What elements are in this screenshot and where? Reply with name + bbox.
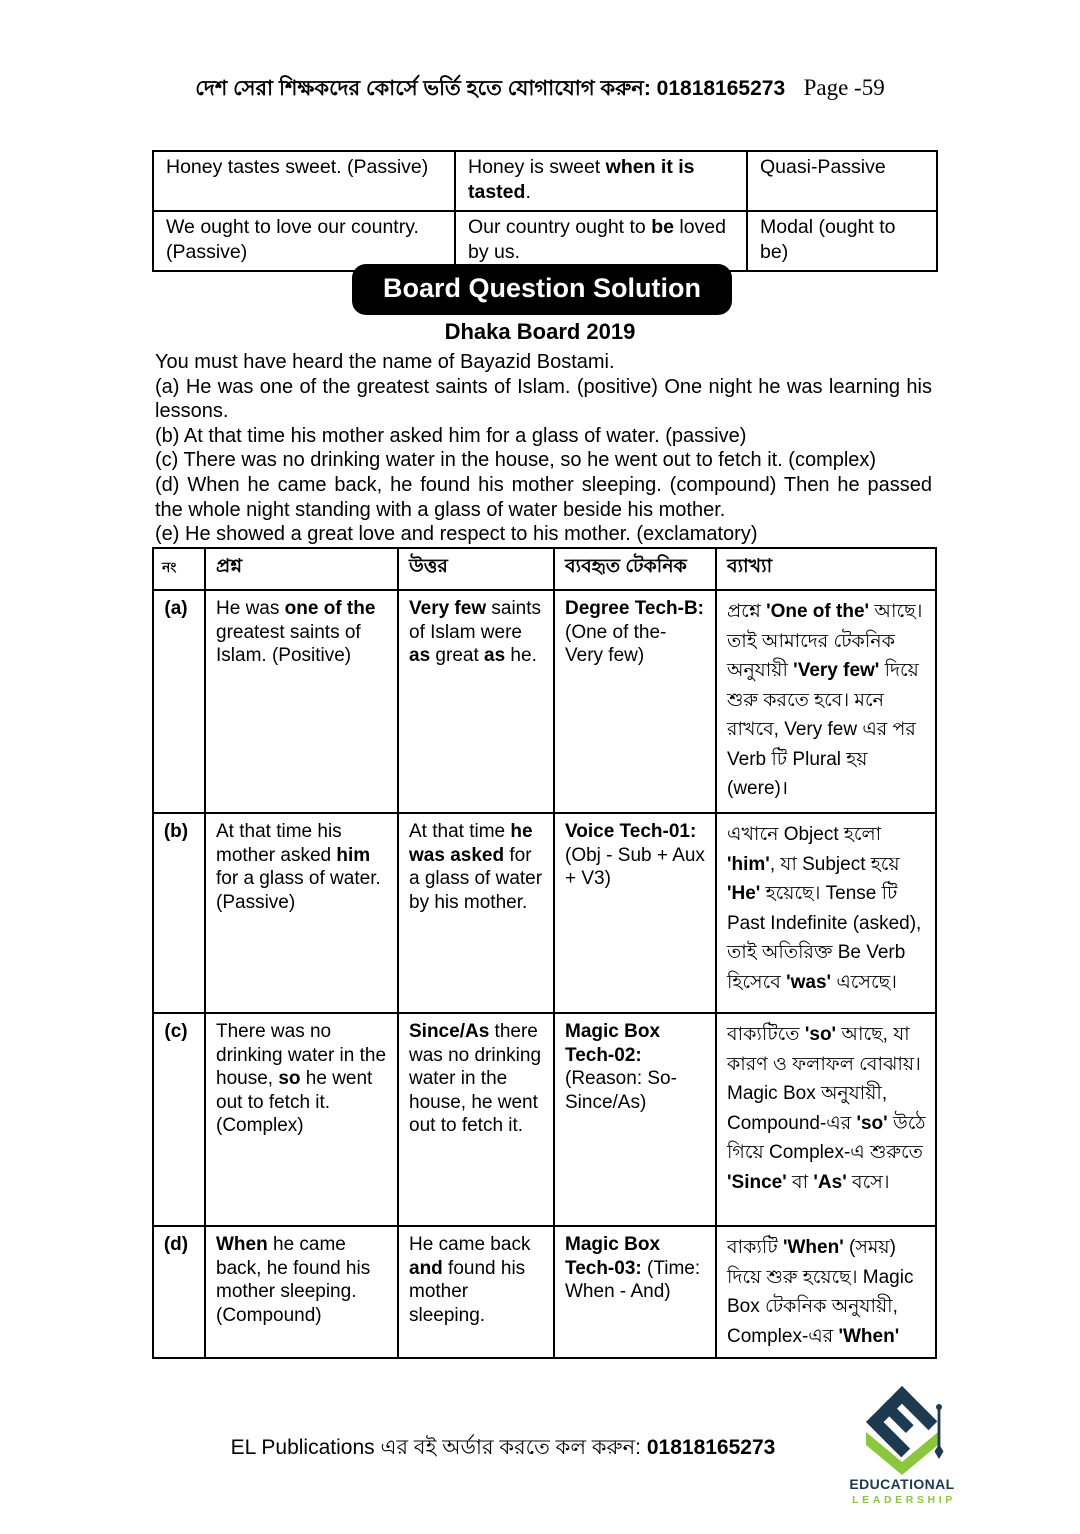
column-header-answer: উত্তর <box>398 548 554 590</box>
explanation-cell: বাক্যটি 'When' (সময়) দিয়ে শুরু হয়েছে। Magic Box টেকনিক অনুযায়ী, Complex-এর 'When' <box>716 1226 936 1358</box>
header-contact-text: দেশ সেরা শিক্ষকদের কোর্সে ভর্তি হতে যোগাযোগ করুন: 01818165273 <box>195 77 786 100</box>
passive-example-cell: Honey tastes sweet. (Passive) <box>153 151 455 211</box>
table-row <box>153 590 936 813</box>
passive-example-cell: We ought to love our country. (Passive) <box>153 211 455 271</box>
footer-order-text: EL Publications এর বই অর্ডার করতে কল করুন: 01818165273 <box>230 1436 776 1459</box>
passage-line: (d) When he came back, he found his mother sleeping. (compound) Then he passed the whole night standing with a glass of water beside his mother. <box>155 473 932 521</box>
answer-cell: At that time he was asked for a glass of water by his mother. <box>398 813 554 1013</box>
el-publications-logo <box>840 1380 964 1508</box>
technique-cell: Magic Box Tech-03: (Time: When - And) <box>554 1226 716 1358</box>
passage-line: (c) There was no drinking water in the house, so he went out to fetch it. (complex) <box>155 449 877 472</box>
passage-line: (b) At that time his mother asked him for a glass of water. (passive) <box>155 424 747 447</box>
column-header-technique: ব্যবহৃত টেকনিক <box>554 548 716 590</box>
table-row <box>153 1013 936 1226</box>
solution-table-header-row <box>153 548 936 590</box>
passage-line: (e) He showed a great love and respect to his mother. (exclamatory) <box>155 523 758 546</box>
passage-line: (a) He was one of the greatest saints of Islam. (positive) One night he was learning his lessons. <box>155 375 932 423</box>
page-number: Page -59 <box>803 75 885 100</box>
answer-cell: He came back and found his mother sleeping. <box>398 1226 554 1358</box>
technique-cell: Magic Box Tech-02: (Reason: So- Since/As) <box>554 1013 716 1226</box>
transformed-sentence-cell: Our country ought to be loved by us. <box>455 211 747 271</box>
graduation-cap-icon <box>840 1380 964 1508</box>
column-header-question: প্রশ্ন <box>205 548 398 590</box>
row-label: (c) <box>153 1013 205 1226</box>
answer-cell: Very few saints of Islam were as great as he. <box>398 590 554 813</box>
explanation-cell: এখানে Object হলো 'him', যা Subject হয়ে 'He' হয়েছে। Tense টি Past Indefinite (asked), তাই অতিরিক্ত Be Verb হিসেবে 'was' এসেছে। <box>716 813 936 1013</box>
row-label: (a) <box>153 590 205 813</box>
table-row <box>153 211 937 271</box>
solution-table <box>152 547 937 1359</box>
board-year-title: Dhaka Board 2019 <box>444 319 636 344</box>
table-row <box>153 813 936 1013</box>
question-cell: When he came back, he found his mother sleeping. (Compound) <box>205 1226 398 1358</box>
passive-type-cell: Modal (ought to be) <box>747 211 937 271</box>
row-label: (b) <box>153 813 205 1013</box>
answer-cell: Since/As there was no drinking water in the house, he went out to fetch it. <box>398 1013 554 1226</box>
table-row <box>153 1226 936 1358</box>
technique-cell: Voice Tech-01: (Obj - Sub + Aux + V3) <box>554 813 716 1013</box>
column-header-explanation: ব্যাখ্যা <box>716 548 936 590</box>
passage-line: You must have heard the name of Bayazid Bostami. <box>155 351 615 373</box>
question-cell: There was no drinking water in the house, so he went out to fetch it. (Complex) <box>205 1013 398 1226</box>
technique-cell: Degree Tech-B: (One of the- Very few) <box>554 590 716 813</box>
question-cell: He was one of the greatest saints of Islam. (Positive) <box>205 590 398 813</box>
passive-type-cell: Quasi-Passive <box>747 151 937 211</box>
logo-wordmark-line1: EDUCATIONAL <box>849 1476 955 1492</box>
question-cell: At that time his mother asked him for a glass of water. (Passive) <box>205 813 398 1013</box>
page-header <box>0 72 1080 107</box>
explanation-cell: প্রশ্নে 'One of the' আছে। তাই আমাদের টেকনিক অনুযায়ী 'Very few' দিয়ে শুরু করতে হবে। মনে রাখবে, Very few এর পর Verb টি Plural হয় (were)। <box>716 590 936 813</box>
logo-wordmark-line2: LEADERSHIP <box>852 1494 956 1506</box>
board-question-solution-banner: Board Question Solution <box>352 264 732 315</box>
column-header-no: নং <box>153 548 205 590</box>
passive-examples-table <box>152 150 938 272</box>
question-passage <box>155 350 932 547</box>
transformed-sentence-cell: Honey is sweet when it is tasted. <box>455 151 747 211</box>
table-row <box>153 151 937 211</box>
explanation-cell: বাক্যটিতে 'so' আছে, যা কারণ ও ফলাফল বোঝায়। Magic Box অনুযায়ী, Compound-এর 'so' উঠে গিয়ে Complex-এ শুরুতে 'Since' বা 'As' বসে। <box>716 1013 936 1226</box>
row-label: (d) <box>153 1226 205 1358</box>
